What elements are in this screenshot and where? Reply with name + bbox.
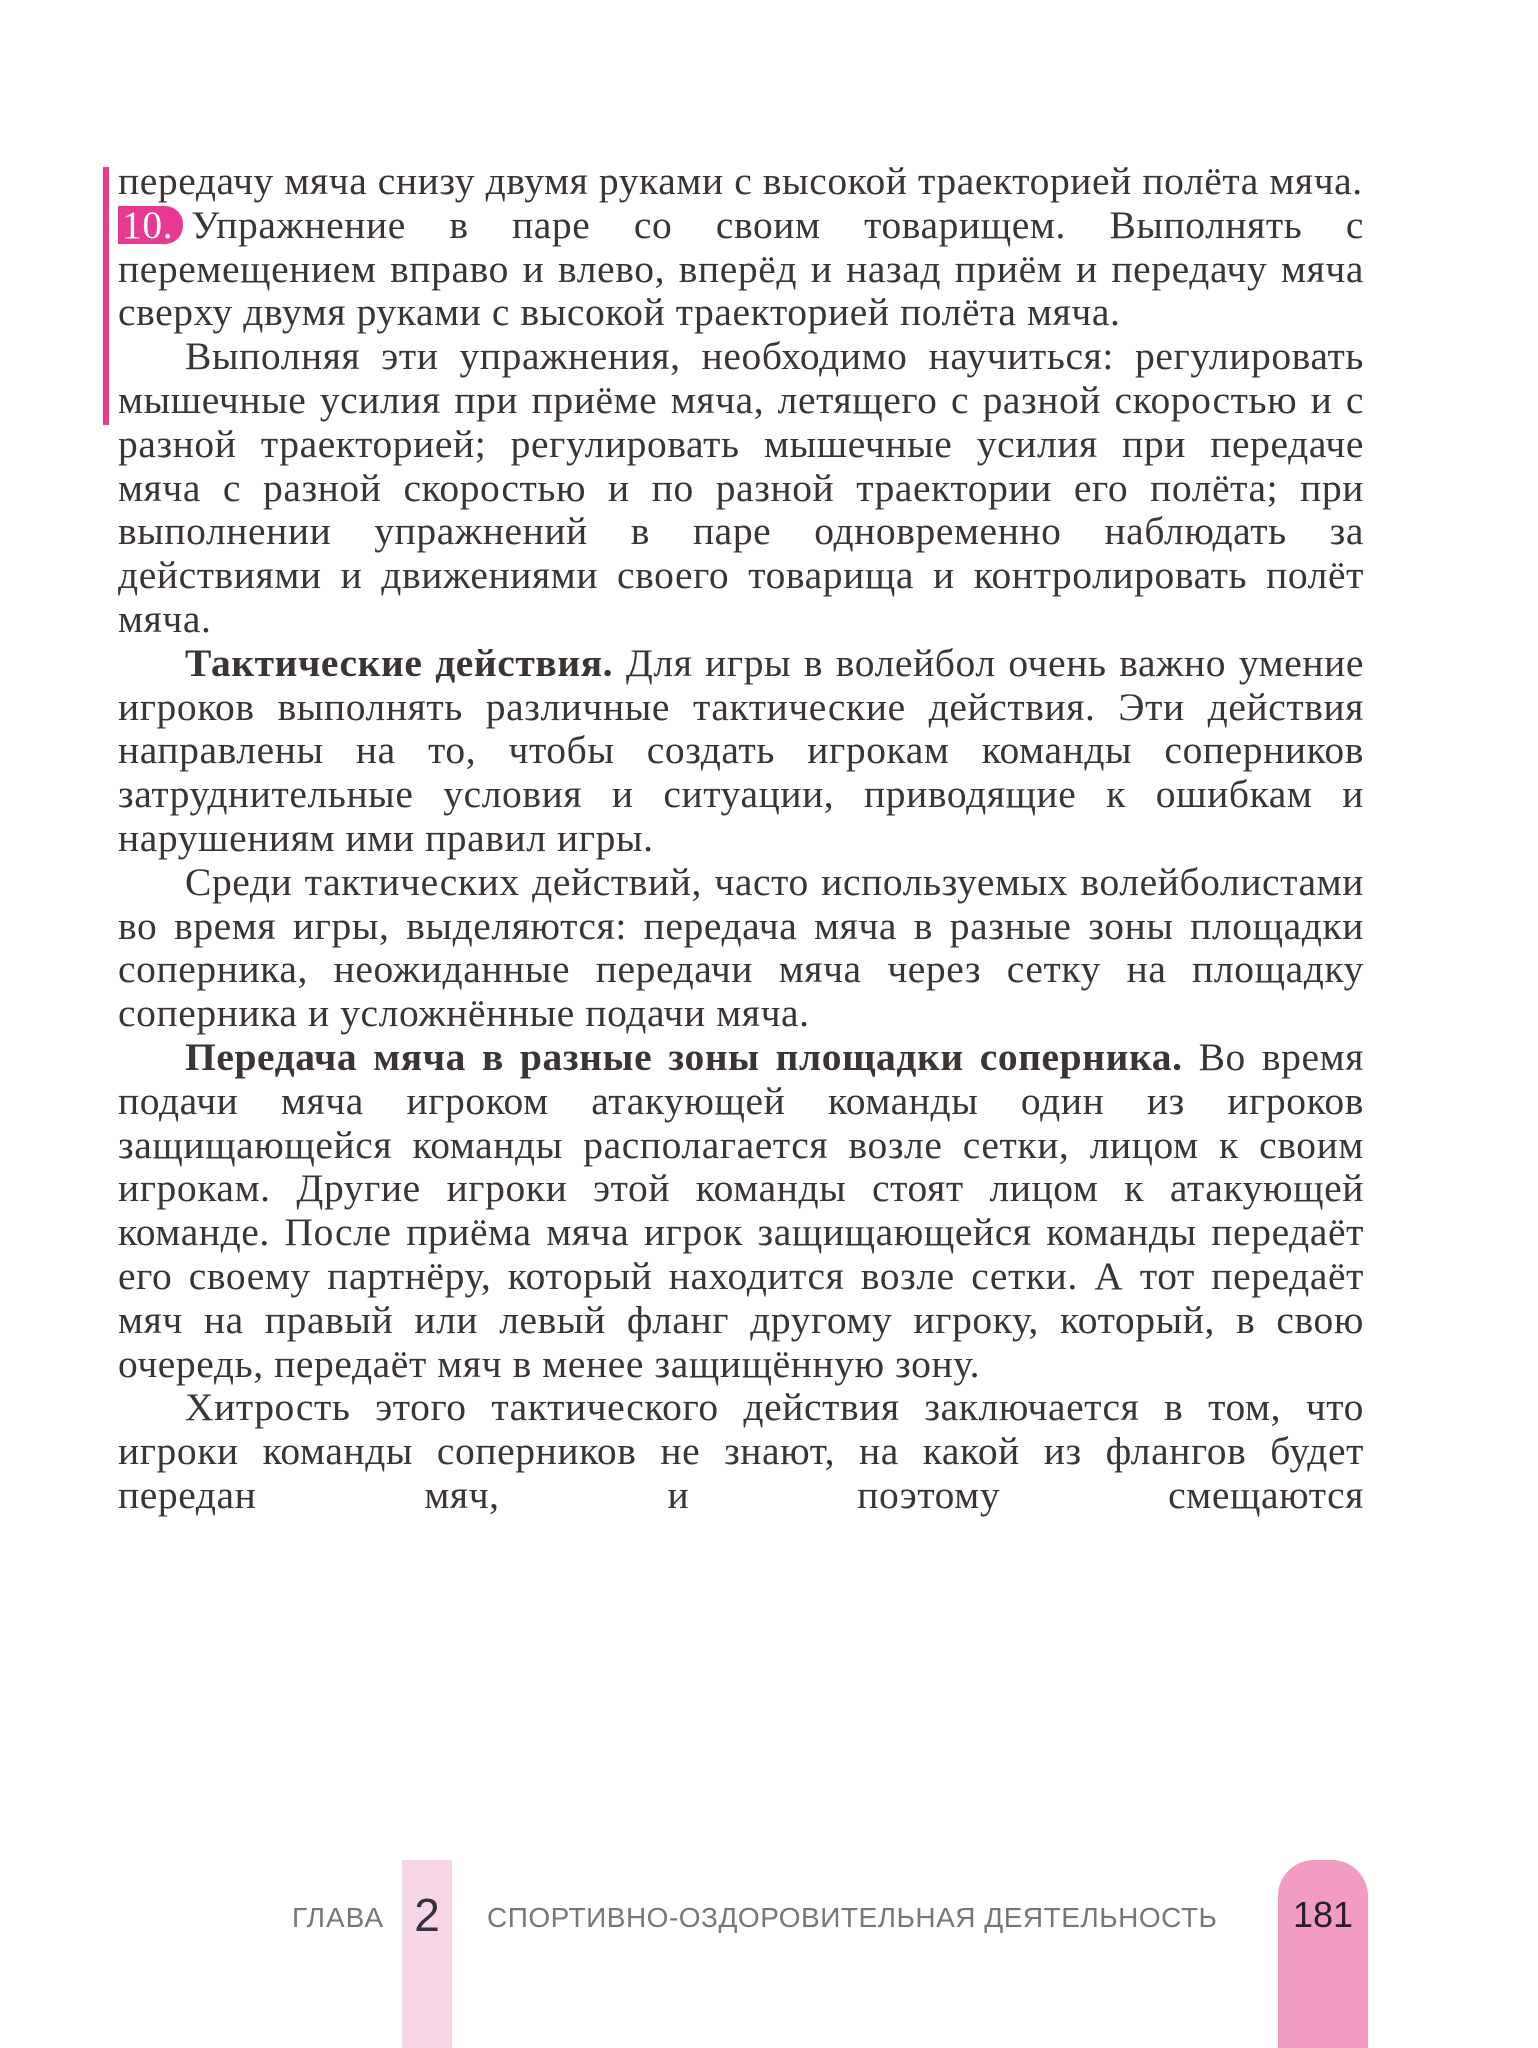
page-body: [118, 160, 1364, 1518]
chapter-number: 2: [414, 1889, 440, 1941]
exercise-margin-bar: [103, 167, 109, 425]
paragraph-zones: [118, 1036, 1364, 1386]
exercise-number-badge: 10.: [118, 206, 183, 244]
paragraph-tactics-list: Среди тактических действий, часто используемых волейболистами во время игры, выделяются: передача мяча в разные зоны площадки соперника, неожиданные передачи мяча через сетку на площадку соперника и усложнённые подачи мяча.: [118, 859, 1364, 1036]
paragraph-tactics: [118, 642, 1364, 861]
heading-zones: Передача мяча в разные зоны площадки соперника.: [185, 1034, 1183, 1079]
paragraph-skills: Выполняя эти упражнения, необходимо научиться: регулировать мышечные усилия при приёме мяча, летящего с разной скоростью и с разной траекторией; регулировать мышечные усилия при передаче мяча с разной скоростью и по разной траектории его полёта; при выполнении упражнений в паре одновременно наблюдать за действиями и движениями своего товарища и контролировать полёт мяча.: [118, 334, 1364, 641]
paragraph-zones-text: Во время подачи мяча игроком атакующей команды один из игроков защищающейся команды располагается возле сетки, лицом к своим игрокам. Другие игроки этой команды стоят лицом к атакующей команде. После приёма мяча игрок защищающейся команды передаёт его своему партнёру, который находится возле сетки. А тот передаёт мяч на правый или левый фланг другому игроку, который, в свою очередь, передаёт мяч в менее защищённую зону.: [118, 1034, 1364, 1386]
exercise-10: [118, 204, 1364, 335]
section-title: СПОРТИВНО-ОЗДОРОВИТЕЛЬНАЯ ДЕЯТЕЛЬНОСТЬ: [487, 1902, 1218, 1933]
exercise-10-text: Упражнение в паре со своим товарищем. Выполнять с перемещением вправо и влево, вперёд и назад приём и передачу мяча сверху двумя руками с высокой траекторией полёта мяча.: [118, 202, 1364, 335]
chapter-label: ГЛАВА: [292, 1902, 385, 1933]
page-number: 181: [1292, 1894, 1354, 1935]
page-number-tab: [1278, 1860, 1368, 2048]
heading-tactics: Тактические действия.: [185, 640, 614, 685]
page-footer: [0, 1860, 1538, 2048]
paragraph-continuation: передачу мяча снизу двумя руками с высокой траекторией полёта мяча.: [118, 159, 1363, 203]
paragraph-trick: Хитрость этого тактического действия заключается в том, что игроки команды соперников не знают, на какой из флангов будет передан мяч, и поэтому смещаются: [118, 1385, 1364, 1517]
paragraph-tactics-text: Для игры в волейбол очень важно умение игроков выполнять различные тактические действия. Эти действия направлены на то, чтобы создать игрокам команды соперников затруднительные условия и ситуации, приводящие к ошибкам и нарушениям ими правил игры.: [118, 640, 1364, 860]
